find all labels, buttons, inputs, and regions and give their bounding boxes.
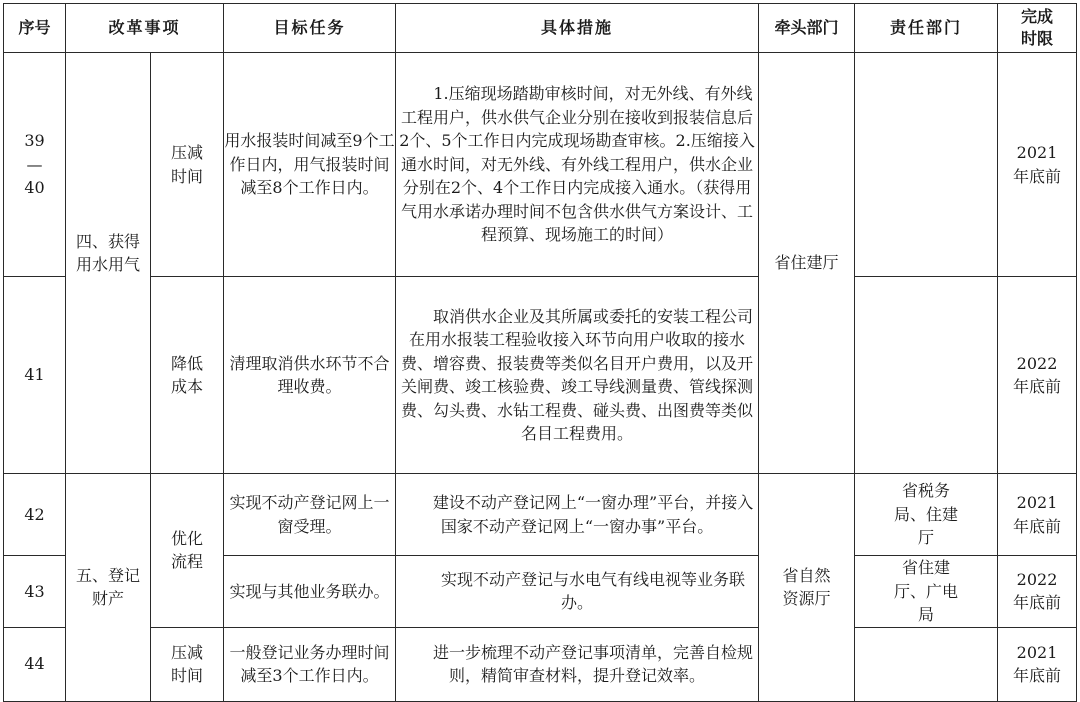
resp-dept-text: 省住建厅、广电局: [894, 558, 959, 624]
header-reform-item: 改革事项: [66, 4, 224, 53]
target-text: 清理取消供水环节不合理收费。: [229, 353, 390, 396]
header-seq: 序号: [4, 4, 66, 53]
measure-cell: [396, 627, 759, 701]
resp-dept-cell: [855, 277, 998, 474]
table-row: [4, 53, 1077, 277]
resp-dept-cell: [855, 627, 998, 701]
measure-cell: [396, 277, 759, 474]
lead-dept-cell-property: [759, 474, 855, 702]
resp-dept-text: 省税务局、住建厅: [894, 481, 959, 548]
target-cell: [224, 627, 396, 701]
deadline-cell: [998, 277, 1077, 474]
measure-text: 取消供水企业及其所属或委托的安装工程公司在用水报装工程验收接入环节向用户收取的接水费、增容费、报装费等类似名目开户费用，以及开关闸费、竣工核验费、竣工导线测量费、管线探测费、勾头费、水钻工程费、碰头费、出图费等类似名目工程费用。: [401, 306, 754, 443]
reform-task-table: [3, 3, 1077, 702]
seq-text: 39—40: [24, 131, 45, 198]
seq-cell: [4, 53, 66, 277]
seq-cell: [4, 277, 66, 474]
deadline-cell: [998, 53, 1077, 277]
target-cell: [224, 556, 396, 628]
seq-text: 42: [24, 504, 45, 524]
deadline-text: 2022年底前: [1013, 569, 1062, 613]
target-text: 实现与其他业务联办。: [229, 581, 390, 601]
resp-dept-cell: [855, 474, 998, 556]
group-cell-water-gas: [66, 53, 151, 474]
deadline-cell: [998, 627, 1077, 701]
target-text: 用水报装时间减至9个工作日内，用气报装时间减至8个工作日内。: [224, 131, 395, 198]
target-cell: [224, 53, 396, 277]
sub-item-cell: [151, 277, 224, 474]
header-lead-dept: 牵头部门: [759, 4, 855, 53]
target-cell: [224, 277, 396, 474]
resp-dept-cell: [855, 53, 998, 277]
target-text: 一般登记业务办理时间减至3个工作日内。: [229, 642, 390, 685]
deadline-text: 2021年底前: [1013, 493, 1062, 536]
measure-text: 实现不动产登记与水电气有线电视等业务联办。: [441, 569, 746, 613]
measure-cell: [396, 53, 759, 277]
header-resp-dept: 责任部门: [855, 4, 998, 53]
deadline-text: 2021年底前: [1013, 642, 1062, 685]
seq-text: 41: [24, 365, 45, 385]
resp-dept-cell: [855, 556, 998, 628]
lead-dept-cell-water-gas: [759, 53, 855, 474]
lead-dept-water-gas-text: 省住建厅: [774, 253, 839, 273]
seq-cell: [4, 556, 66, 628]
sub-item-cell: [151, 627, 224, 701]
deadline-text: 2022年底前: [1013, 353, 1062, 396]
header-deadline: [998, 4, 1077, 53]
sub-item-text: 优化流程: [171, 528, 204, 572]
sub-item-cell: [151, 53, 224, 277]
measure-text: 1.压缩现场踏勘审核时间，对无外线、有外线工程用户，供水供气企业分别在接收到报装信息后2个、5个工作日内完成现场勘查审核。2.压缩接入通水时间，对无外线、有外线工程用户，供水企业分别在2个、4个工作日内完成接入通水。（获得用气用水承诺办理时间不包含供水供气方案设计、工程预算、现场施工的时间）: [399, 84, 755, 245]
seq-text: 44: [24, 654, 45, 674]
header-measures: 具体措施: [396, 4, 759, 53]
seq-text: 43: [24, 581, 45, 601]
table-row: [4, 277, 1077, 474]
sub-item-text: 降低成本: [171, 353, 204, 396]
deadline-cell: [998, 556, 1077, 628]
header-target: 目标任务: [224, 4, 396, 53]
target-cell: [224, 474, 396, 556]
measure-cell: [396, 474, 759, 556]
measure-text: 进一步梳理不动产登记事项清单，完善自检规则，精简审查材料，提升登记效率。: [433, 642, 754, 685]
target-text: 实现不动产登记网上一窗受理。: [229, 493, 390, 536]
group-water-gas-text: 四、获得用水用气: [76, 231, 141, 274]
deadline-text: 2021年底前: [1013, 143, 1062, 186]
table-row: [4, 627, 1077, 701]
seq-cell: [4, 474, 66, 556]
sub-item-cell: [151, 474, 224, 628]
group-property-text: 五、登记财产: [76, 565, 141, 609]
sub-item-text: 压减时间: [171, 143, 204, 186]
header-deadline-text: 完成时限: [1021, 7, 1054, 48]
group-cell-property: [66, 474, 151, 702]
measure-text: 建设不动产登记网上“一窗办理”平台，并接入国家不动产登记网上“一窗办事”平台。: [432, 493, 754, 536]
table-row: [4, 474, 1077, 556]
deadline-cell: [998, 474, 1077, 556]
seq-cell: [4, 627, 66, 701]
measure-cell: [396, 556, 759, 628]
header-row: [4, 4, 1077, 53]
lead-dept-property-text: 省自然资源厅: [782, 565, 831, 609]
sub-item-text: 压减时间: [171, 642, 204, 685]
